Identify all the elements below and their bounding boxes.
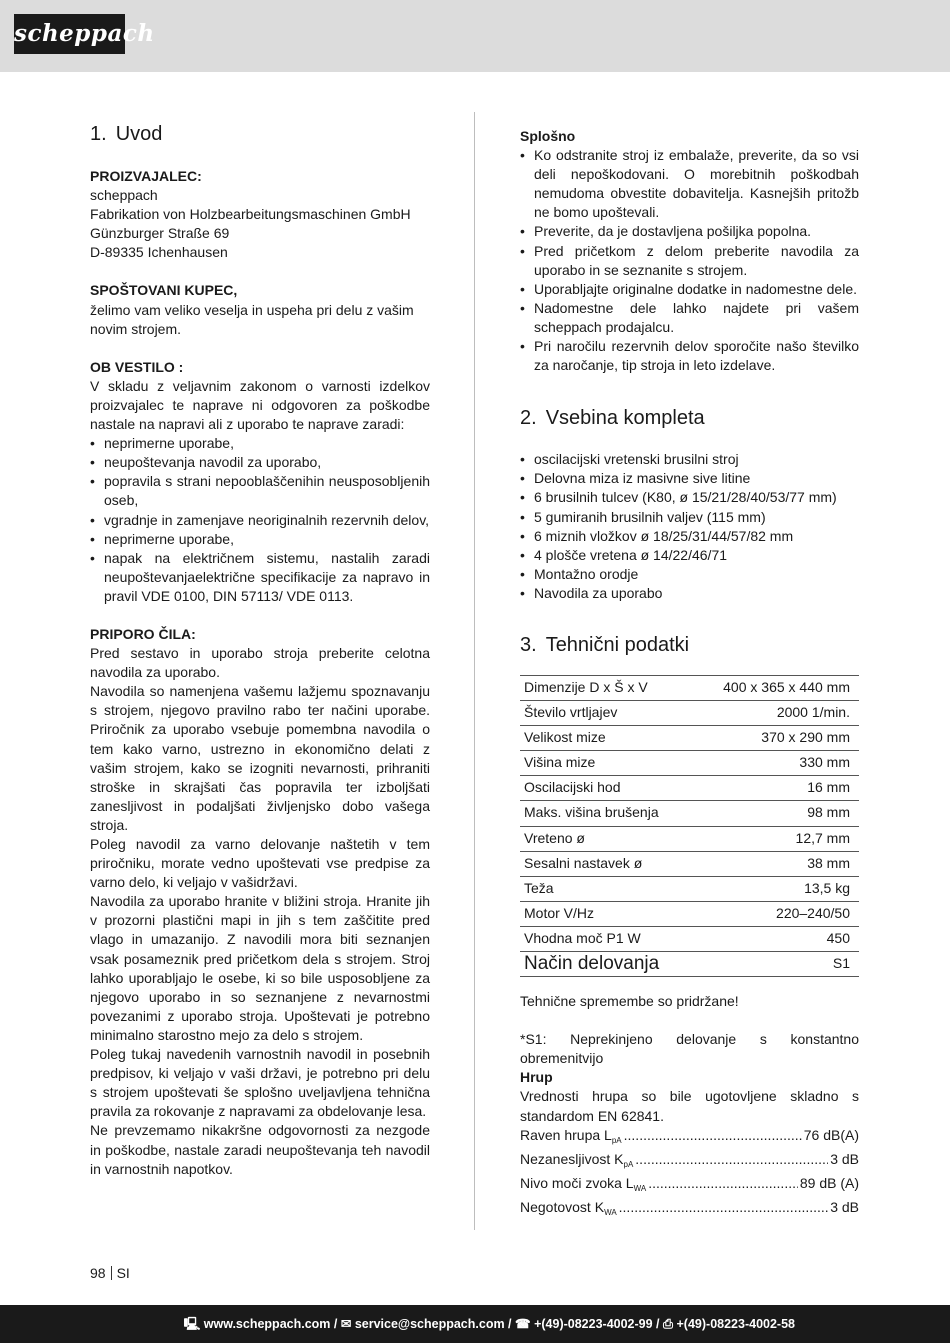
email-link[interactable]: service@scheppach.com / <box>354 1317 512 1331</box>
list-item: • Ko odstranite stroj iz embalaže, preverite, da so vsi deli nepoškodovani. O morebitnih poškodbah nemudoma obvestite dobavitelja. Kasnejših pritožb ne bomo upoštevali. <box>520 146 859 222</box>
spec-value: 13,5 kg <box>804 879 850 896</box>
section-1-heading: 1. Uvod <box>90 123 163 145</box>
header-bar <box>0 0 950 72</box>
website-link[interactable]: www.scheppach.com / <box>203 1317 338 1331</box>
column-divider <box>474 112 475 1230</box>
spec-key: Velikost mize <box>524 729 606 746</box>
list-item: • Pri naročilu rezervnih delov sporočite našo številko za naročanje, tip stroja in leto izdelave. <box>520 337 859 375</box>
noise-row-name: Negotovost $K_{WA}$ <box>520 1198 617 1217</box>
list-item: • neprimerne uporabe, <box>90 434 430 453</box>
spec-key: Motor V/Hz <box>524 904 595 921</box>
general-list <box>520 146 859 375</box>
manufacturer-line: Günzburger Straße 69 <box>90 225 230 242</box>
table-row <box>520 726 859 751</box>
mail-icon: ✉︎ <box>340 1317 352 1331</box>
general-label: Splošno <box>520 128 576 144</box>
spec-value: 370 x 290 mm <box>761 729 850 746</box>
spec-value: 98 mm <box>807 804 850 821</box>
list-item: • oscilacijski vretenski brusilni stroj <box>520 450 859 469</box>
spec-value: 220–240/50 <box>776 904 850 921</box>
changes-note: Tehnične spremembe so pridržane! <box>520 993 739 1010</box>
spec-key: Maks. višina brušenja <box>524 804 659 821</box>
spec-key: Teža <box>524 879 554 896</box>
list-item: • Navodila za uporabo <box>520 584 859 603</box>
customer-text: želimo vam veliko veselja in uspeha pri delu z vašim novim strojem. <box>90 301 414 337</box>
notice-label: OB VESTILO : <box>90 358 184 375</box>
list-item: • 4 plošče vretena ø 14/22/46/71 <box>520 546 859 565</box>
list-item: • Uporabljajte originalne dodatke in nadomestne dele. <box>520 280 859 299</box>
noise-label: Hrup <box>520 1069 553 1086</box>
customer-label: SPOŠTOVANI KUPEC, <box>90 282 238 299</box>
list-item: • Preverite, da je dostavljena pošiljka popolna. <box>520 222 859 241</box>
manufacturer-line: scheppach <box>90 187 158 204</box>
phone-number: +(49)-08223-4002-99 / <box>534 1317 660 1331</box>
list-item: • napak na električnem sistemu, nastalih zaradi neupoštevanjaelektrične specifikacije za napravo in pravil VDE 0100, DIN 57113/ VDE 0113. <box>90 549 430 606</box>
recommendation-paragraph: Poleg navodil za varno delovanje naštetih v tem priročniku, morate vedno upoštevati vse predpise za varno delo, ki veljajo v vašidržavi. <box>90 836 430 891</box>
noise-row-name: Nivo moči zvoka $L_{WA}$ <box>520 1174 647 1193</box>
table-row <box>520 675 859 700</box>
section-3-heading: 3. Tehnični podatki <box>520 633 690 656</box>
list-item: • popravila s strani nepooblaščenihin neusposobljenih oseb, <box>90 472 430 510</box>
notice-list <box>90 434 430 606</box>
spec-value: 400 x 365 x 440 mm <box>723 678 850 695</box>
list-item: • 6 miznih vložkov ø 18/25/31/44/57/82 mm <box>520 527 859 546</box>
spec-value: 2000 1/min. <box>776 704 850 721</box>
spec-value: 12,7 mm <box>795 829 850 846</box>
spec-key: Vreteno ø <box>524 829 585 846</box>
fax-number: +(49)-08223-4002-58 <box>676 1317 795 1331</box>
s1-note: *S1: Neprekinjeno delovanje s konstantno obremenitvijo <box>520 1031 859 1067</box>
table-row <box>520 751 859 776</box>
noise-row <box>520 1174 859 1198</box>
noise-row <box>520 1198 859 1222</box>
noise-row <box>520 1150 859 1174</box>
noise-row-value: 89 dB (A) <box>799 1174 859 1191</box>
table-row <box>520 876 859 901</box>
spec-key: Višina mize <box>524 754 596 771</box>
spec-key: Način delovanja <box>524 953 660 974</box>
spec-key: Število vrtljajev <box>524 704 618 721</box>
right-column <box>520 127 859 1222</box>
list-item: • vgradnje in zamenjave neoriginalnih rezervnih delov, <box>90 511 430 530</box>
list-item: • 6 brusilnih tulcev (K80, ø 15/21/28/40/53/77 mm) <box>520 488 859 507</box>
spec-value: 38 mm <box>807 854 850 871</box>
manufacturer-line: Fabrikation von Holzbearbeitungsmaschinen GmbH <box>90 206 411 223</box>
spec-key: Vhodna moč P1 W <box>524 929 641 946</box>
section-2-heading: 2. Vsebina kompleta <box>520 407 705 430</box>
recommendation-paragraph: Ne prevzemamo nikakršne odgovornosti za nezgode in poškodbe, nastale zaradi neupoštevanja teh navodil in varnostnih napotkov. <box>90 1122 430 1177</box>
recommendation-label: PRIPORO ČILA: <box>90 625 196 642</box>
spec-value: 450 <box>826 929 850 946</box>
spec-key: Oscilacijski hod <box>524 779 621 796</box>
noise-row-value: 76 dB(A) <box>803 1126 859 1143</box>
list-item: • Montažno orodje <box>520 565 859 584</box>
list-item: • neupoštevanja navodil za uporabo, <box>90 453 430 472</box>
noise-row-value: 3 dB <box>830 1150 859 1167</box>
list-item: • 5 gumiranih brusilnih valjev (115 mm) <box>520 508 859 527</box>
contents-list <box>520 450 859 603</box>
left-column <box>90 118 430 1179</box>
phone-icon: ☎︎ <box>515 1317 531 1331</box>
noise-row-value: 3 dB <box>830 1198 859 1215</box>
noise-row-name: Raven hrupa $L_{pA}$ <box>520 1126 622 1145</box>
table-row <box>520 901 859 926</box>
manufacturer-line: D-89335 Ichenhausen <box>90 244 228 261</box>
list-item: • neprimerne uporabe, <box>90 530 430 549</box>
computer-icon: 🖳︎ <box>183 1317 201 1331</box>
spec-value: S1 <box>832 955 850 971</box>
spec-value: 16 mm <box>807 779 850 796</box>
fax-icon: ⎙ <box>663 1317 674 1331</box>
table-row <box>520 801 859 826</box>
table-row <box>520 952 859 977</box>
page-number: 98 SI <box>90 1265 130 1281</box>
scheppach-logo: scheppach <box>14 14 125 54</box>
contact-bar <box>0 1305 950 1343</box>
table-row <box>520 926 859 951</box>
spec-value: 330 mm <box>799 754 850 771</box>
list-item: • Nadomestne dele lahko najdete pri vašem scheppach prodajalcu. <box>520 299 859 337</box>
recommendation-paragraph: Navodila za uporabo hranite v bližini stroja. Hranite jih v prozorni plastični mapi in jih s tem zaščitite pred vlago in umazanijo. Z navodili mora biti seznanjen vsak posameznik pred pričetkom dela s strojem. Stroj lahko uporabljajo le osebe, ki so bile usposobljene za njegovo uporabo in so seznanjene z nevarnostmi povezanimi z uporabo stroja. Upoštevati je potrebno minimalno starostno mejo za delo s strojem. <box>90 893 430 1043</box>
noise-row-name: Nezanesljivost $K_{pA}$ <box>520 1150 634 1169</box>
table-row <box>520 851 859 876</box>
spec-key: Dimenzije D x Š x V <box>524 678 648 695</box>
noise-row <box>520 1126 859 1150</box>
recommendation-paragraph: Pred sestavo in uporabo stroja preberite celotna navodila za uporabo. <box>90 645 430 681</box>
list-item: • Pred pričetkom z delom preberite navodila za uporabo in se seznanite s strojem. <box>520 242 859 280</box>
table-row <box>520 701 859 726</box>
spec-table <box>520 675 859 977</box>
recommendation-paragraph: Poleg tukaj navedenih varnostnih navodil in posebnih predpisov, ki veljajo v vaši državi, je potrebno pri delu s strojem upoštevati še splošno uveljavljena tehnična pravila za rokovanje z napravami za obdelovanje lesa. <box>90 1046 430 1120</box>
spec-key: Sesalni nastavek ø <box>524 854 643 871</box>
notice-text: V skladu z veljavnim zakonom o varnosti izdelkov proizvajalec te naprave ni odgovoren za poškodbe nastale na napravi ali z uporabo te naprave zaradi: <box>90 377 430 433</box>
table-row <box>520 776 859 801</box>
table-row <box>520 826 859 851</box>
noise-text: Vrednosti hrupa so bile ugotovljene skladno s standardom EN 62841. <box>520 1088 859 1124</box>
recommendation-paragraph: Navodila so namenjena vašemu lažjemu spoznavanju s strojem, njegovo pravilno rabo ter načini uporabe. Priročnik za uporabo vsebuje pomembna navodila o tem kako varno, ustrezno in ekonomično delati z vašim strojem, kako se izogniti nevarnosti, prihraniti stroške in skrajšati čas popravila ter izboljšati zanesljivost in podaljšati življenjsko dobo vašega stroja. <box>90 683 430 833</box>
manufacturer-label: PROIZVAJALEC: <box>90 168 202 184</box>
list-item: • Delovna miza iz masivne sive litine <box>520 469 859 488</box>
